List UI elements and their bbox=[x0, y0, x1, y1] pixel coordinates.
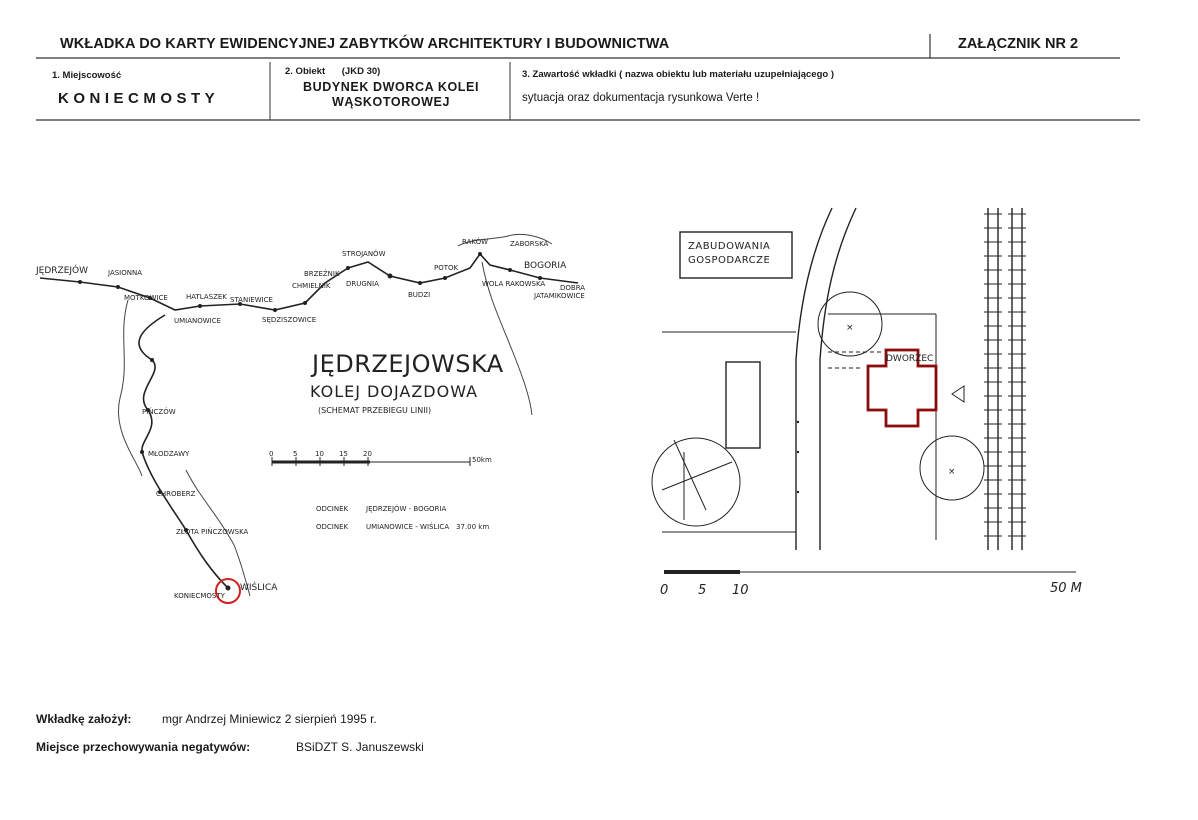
station-brzeznik: BRZEŹNIK bbox=[304, 270, 340, 278]
locality-label: 1. Miejscowość bbox=[52, 70, 122, 81]
object-value-line1: BUDYNEK DWORCA KOLEI bbox=[302, 80, 480, 94]
card-title: WKŁADKA DO KARTY EWIDENCYJNEJ ZABYTKÓW ARCHITEKTURY I BUDOWNICTWA bbox=[60, 36, 670, 52]
outbuildings-label-2: GOSPODARCZE bbox=[688, 255, 771, 266]
segment-2-route: UMIANOWICE - WIŚLICA bbox=[366, 523, 450, 531]
map-scale-tick-2: 10 bbox=[315, 450, 324, 458]
station-building-label: DWORZEC bbox=[886, 354, 934, 364]
map-scale-bar bbox=[272, 457, 470, 466]
contents-value: sytuacja oraz dokumentacja rysunkowa Verte ! bbox=[522, 92, 760, 104]
route-map bbox=[0, 0, 600, 640]
contents-label: 3. Zawartość wkładki ( nazwa obiektu lub materiału uzupełniającego ) bbox=[522, 69, 834, 80]
platform-rect bbox=[726, 362, 760, 448]
station-zaborska: ZABORSKA bbox=[510, 240, 549, 248]
road-left-edge bbox=[796, 208, 832, 550]
station-jedrzejow: JĘDRZEJÓW bbox=[36, 266, 89, 276]
outbuildings-label-1: ZABUDOWANIA bbox=[688, 241, 771, 252]
object-label: 2. Obiekt bbox=[285, 66, 326, 77]
locality-value: KONIECMOSTY bbox=[58, 90, 220, 107]
station-pinczow: PIŃCZÓW bbox=[142, 408, 176, 416]
map-scale-tick-4: 20 bbox=[363, 450, 372, 458]
map-scale-end: 50km bbox=[472, 456, 492, 464]
station-koniecmosty: KONIECMOSTY bbox=[174, 592, 225, 600]
station-potok: POTOK bbox=[434, 264, 459, 272]
segment-1-route: JĘDRZEJÓW - BOGORIA bbox=[366, 505, 447, 513]
svg-text:×: × bbox=[948, 467, 956, 477]
station-chroberz: CHROBERZ bbox=[156, 490, 196, 498]
segment-2-length: 37.00 km bbox=[456, 523, 490, 531]
negatives-label: Miejsce przechowywania negatywów: bbox=[36, 740, 251, 754]
road-right-edge bbox=[820, 208, 856, 550]
map-scale-tick-3: 15 bbox=[339, 450, 348, 458]
map-scale-tick-1: 5 bbox=[293, 450, 298, 458]
railway-sleepers bbox=[984, 214, 1026, 536]
station-jatamikowice: JATAMIKOWICE bbox=[534, 292, 585, 300]
plan-scale-end: 50 M bbox=[1050, 581, 1082, 596]
site-plan bbox=[600, 190, 1140, 610]
segment-1-label: ODCINEK bbox=[316, 505, 349, 513]
plan-scale-tick-2: 10 bbox=[732, 583, 749, 598]
svg-text:×: × bbox=[846, 323, 854, 333]
river-west bbox=[118, 300, 142, 476]
station-jasionna: JASIONNA bbox=[108, 269, 143, 277]
tree-left bbox=[652, 438, 740, 526]
map-subtitle: KOLEJ DOJAZDOWA bbox=[310, 382, 479, 401]
railway-tracks bbox=[988, 208, 1022, 550]
station-strojanow: STROJANÓW bbox=[342, 250, 386, 258]
negatives-row bbox=[36, 740, 456, 754]
map-title: JĘDRZEJOWSKA bbox=[312, 350, 504, 378]
entrance-arrow bbox=[952, 386, 964, 402]
map-scale-tick-0: 0 bbox=[269, 450, 274, 458]
map-caption: (SCHEMAT PRZEBIEGU LINII) bbox=[318, 406, 432, 415]
author-value: mgr Andrzej Miniewicz 2 sierpień 1995 r. bbox=[162, 712, 377, 726]
plan-scale-tick-1: 5 bbox=[698, 583, 707, 598]
station-motkowice: MOTKOWICE bbox=[124, 294, 168, 302]
segment-2-label: ODCINEK bbox=[316, 523, 349, 531]
station-bogoria: BOGORIA bbox=[524, 261, 567, 271]
station-mlodzawy: MŁODZAWY bbox=[148, 450, 190, 458]
author-row bbox=[36, 712, 377, 726]
negatives-value: BSiDZT S. Januszewski bbox=[296, 740, 424, 754]
station-staniewice: STANIEWICE bbox=[230, 296, 273, 304]
station-budzi: BUDZI bbox=[408, 291, 431, 299]
station-hatlaszek: HATLASZEK bbox=[186, 293, 227, 301]
plan-scale-tick-0: 0 bbox=[660, 583, 669, 598]
station-rakow: RAKÓW bbox=[462, 238, 489, 246]
station-sedziszowice: SĘDZISZOWICE bbox=[262, 316, 317, 324]
station-drugnia: DRUGNIA bbox=[346, 280, 379, 288]
station-chmielnik: CHMIELNIK bbox=[292, 282, 331, 290]
station-umianowice: UMIANOWICE bbox=[174, 317, 222, 325]
object-value-line2: WĄSKOTOROWEJ bbox=[331, 95, 451, 109]
object-code: (JKD 30) bbox=[341, 66, 381, 77]
author-label: Wkładkę założył: bbox=[36, 712, 132, 726]
station-zlota: ZŁOTA PIŃCZOWSKA bbox=[176, 528, 249, 536]
station-wislica: WIŚLICA bbox=[240, 583, 278, 593]
station-wola-rakowska: WOLA RAKOWSKA bbox=[482, 280, 546, 288]
station-dobra: DOBRA bbox=[560, 284, 586, 292]
annex-number: ZAŁĄCZNIK NR 2 bbox=[958, 36, 1079, 52]
